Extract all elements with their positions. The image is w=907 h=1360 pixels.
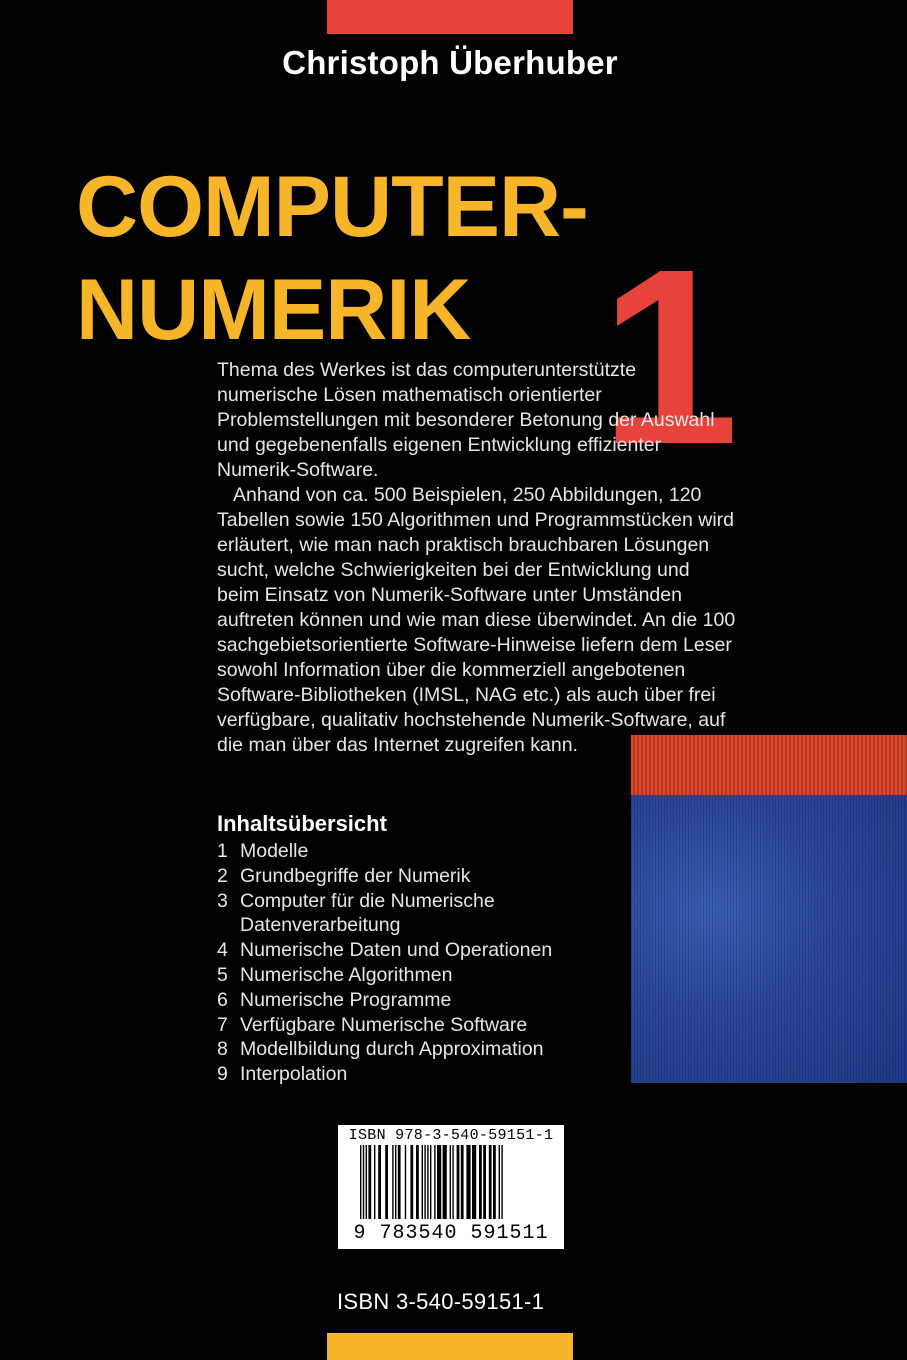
barcode-bar bbox=[363, 1145, 364, 1219]
toc-item-label: Numerische Programme bbox=[240, 988, 452, 1011]
toc-item-label: Modelle bbox=[240, 840, 309, 862]
toc-item-number: 9 bbox=[217, 1063, 228, 1086]
toc-item bbox=[217, 1013, 637, 1038]
toc-item-number: 3 bbox=[217, 889, 228, 912]
barcode-label bbox=[338, 1125, 564, 1249]
barcode-digits: 9 783540 591511 bbox=[353, 1222, 549, 1245]
barcode-bar bbox=[434, 1145, 435, 1219]
isbn-number: ISBN 3-540-59151-1 bbox=[337, 1289, 545, 1314]
barcode-bar bbox=[360, 1145, 361, 1219]
barcode-bar bbox=[443, 1145, 447, 1219]
barcode-bar bbox=[374, 1145, 375, 1219]
toc-item bbox=[217, 864, 637, 889]
toc-item-label: Verfügbare Numerische Software bbox=[240, 1013, 528, 1036]
barcode-bar bbox=[427, 1145, 428, 1219]
barcode-bar bbox=[368, 1145, 371, 1219]
barcode-bar bbox=[430, 1145, 431, 1219]
toc-item-label: Grundbegriffe der Numerik bbox=[240, 864, 471, 887]
barcode-bar bbox=[422, 1145, 423, 1219]
author-name: Christoph Überhuber bbox=[282, 44, 618, 81]
barcode-bar bbox=[410, 1145, 413, 1219]
barcode-bar bbox=[479, 1145, 482, 1219]
toc-item bbox=[217, 889, 637, 939]
artwork-red-band bbox=[631, 735, 907, 795]
toc-item-label: Numerische Daten und Operationen bbox=[240, 939, 553, 962]
toc-item-number: 7 bbox=[217, 1013, 228, 1036]
toc-item-label: Computer für die Numerische Datenverarbeitung bbox=[240, 889, 495, 937]
barcode-bar bbox=[424, 1145, 425, 1219]
barcode-bar bbox=[493, 1145, 496, 1219]
book-description bbox=[217, 358, 737, 758]
barcode-bar bbox=[452, 1145, 453, 1219]
barcode-bar bbox=[405, 1145, 406, 1219]
volume-number: 1 bbox=[600, 217, 740, 496]
title-line-2: NUMERIK bbox=[76, 262, 471, 358]
barcode-bar bbox=[472, 1145, 476, 1219]
barcode-bars bbox=[338, 1145, 564, 1221]
description-paragraph-1: Thema des Werkes ist das computerunterstützte numerische Lösen mathematisch orientierter Problemstellungen mit besonderer Betonung der Auswahl und gegebenenfalls eigenen Entwicklung effizienter Numerik-Software. bbox=[217, 359, 715, 481]
toc-item-number: 5 bbox=[217, 963, 228, 986]
bottom-accent-bar bbox=[327, 1333, 573, 1360]
cover-artwork bbox=[631, 735, 907, 1083]
barcode-bar bbox=[499, 1145, 500, 1219]
barcode-bar bbox=[483, 1145, 486, 1219]
artwork-blue-field bbox=[631, 795, 907, 1083]
toc-item-number: 6 bbox=[217, 988, 228, 1011]
table-of-contents bbox=[217, 811, 637, 1087]
barcode-bar bbox=[398, 1145, 401, 1219]
description-paragraph-2: Anhand von ca. 500 Beispielen, 250 Abbildungen, 120 Tabellen sowie 150 Algorithmen und Programmstücken wird erläutert, wie man nach praktisch brauchbaren Lösungen sucht, welche Schwierigkeiten bei der Entwicklung und beim Einsatz von Numerik-Software unter Umständen auftreten können und wie man diese überwindet. An die 100 sachgebietsorientierte Software-Hinweise liefern dem Leser sowohl Information über die kommerziell angebotenen Software-Bibliotheken (IMSL, NAG etc.) als auch über frei verfügbare, qualitativ hochstehende Numerik-Software, auf die man über das Internet zugreifen kann. bbox=[217, 484, 736, 756]
barcode-bar bbox=[450, 1145, 451, 1219]
toc-item-number: 4 bbox=[217, 939, 228, 962]
barcode-bar bbox=[395, 1145, 396, 1219]
barcode-bar bbox=[501, 1145, 502, 1219]
toc-item bbox=[217, 839, 637, 864]
barcode-bar bbox=[457, 1145, 460, 1219]
barcode-bar bbox=[461, 1145, 464, 1219]
toc-item bbox=[217, 988, 637, 1013]
barcode-bar bbox=[378, 1145, 381, 1219]
barcode-bar bbox=[366, 1145, 367, 1219]
toc-item-number: 1 bbox=[217, 840, 228, 862]
toc-item-number: 2 bbox=[217, 864, 228, 887]
toc-item bbox=[217, 938, 637, 963]
toc-item-number: 8 bbox=[217, 1038, 228, 1061]
barcode-bar bbox=[437, 1145, 441, 1219]
toc-item bbox=[217, 1062, 637, 1087]
toc-item bbox=[217, 1037, 637, 1062]
barcode-bar bbox=[385, 1145, 388, 1219]
toc-heading: Inhaltsübersicht bbox=[217, 811, 387, 836]
barcode-isbn13: ISBN 978-3-540-59151-1 bbox=[348, 1127, 554, 1144]
barcode-bar bbox=[392, 1145, 393, 1219]
barcode-bar bbox=[416, 1145, 419, 1219]
toc-item-label: Modellbildung durch Approximation bbox=[240, 1038, 544, 1061]
title-line-1: COMPUTER- bbox=[76, 159, 588, 255]
top-accent-bar bbox=[327, 0, 573, 34]
barcode-bar bbox=[489, 1145, 492, 1219]
toc-item-label: Interpolation bbox=[240, 1063, 348, 1086]
toc-item bbox=[217, 963, 637, 988]
toc-item-label: Numerische Algorithmen bbox=[240, 963, 453, 986]
barcode-bar bbox=[466, 1145, 470, 1219]
